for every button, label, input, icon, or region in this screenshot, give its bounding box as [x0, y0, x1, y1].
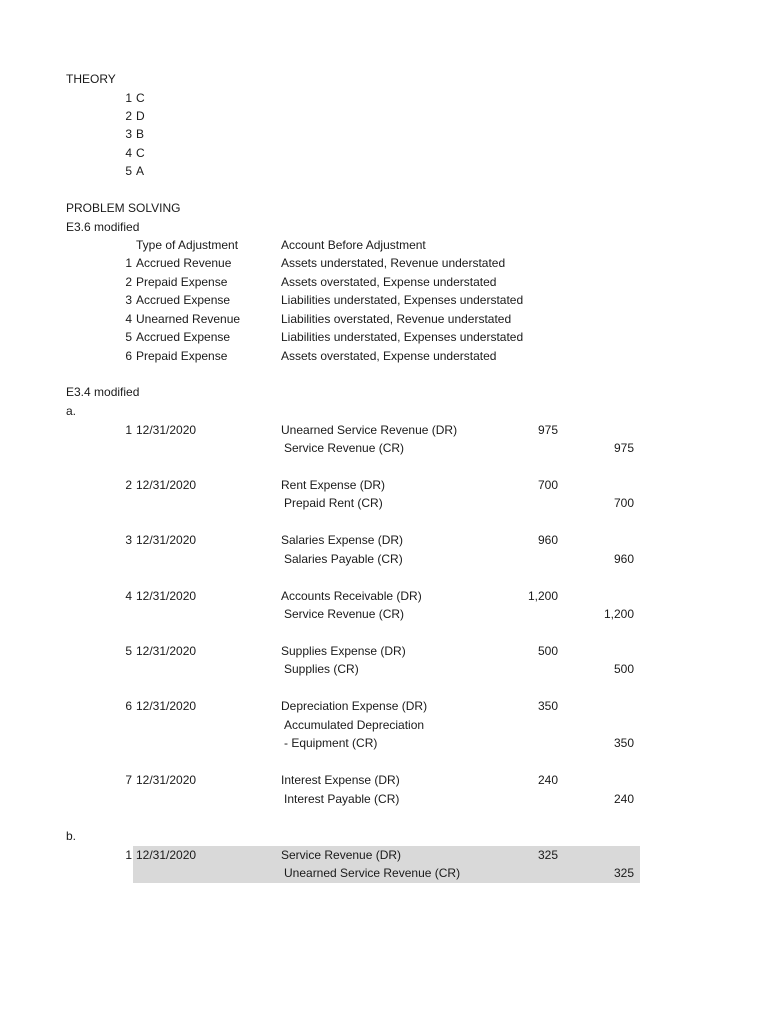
- debit-account: Accounts Receivable (DR): [281, 589, 422, 603]
- e36-row: [0, 347, 768, 365]
- debit-amount: 975: [537, 423, 558, 437]
- credit-amount: 960: [613, 552, 634, 566]
- entry-number: 6: [125, 699, 132, 713]
- e34-title-row: [0, 383, 768, 401]
- credit-account: Service Revenue (CR): [284, 441, 405, 455]
- debit-amount: 500: [537, 644, 558, 658]
- entry-number: 3: [125, 533, 132, 547]
- e36-row: [0, 273, 768, 291]
- journal-entry-credit-row: [0, 605, 768, 623]
- entry-date: 12/31/2020: [136, 848, 197, 862]
- debit-account: Interest Expense (DR): [281, 773, 400, 787]
- theory-answer-row: [0, 125, 768, 143]
- problem-solving-title-row: [0, 199, 768, 217]
- account-effect: Liabilities overstated, Revenue understated: [281, 312, 512, 326]
- adjustment-type: Unearned Revenue: [136, 312, 241, 326]
- account-effect: Assets overstated, Expense understated: [281, 349, 497, 363]
- theory-title-row: [0, 70, 768, 88]
- credit-amount: 240: [613, 792, 634, 806]
- entry-number: 7: [125, 773, 132, 787]
- account-effect: Assets understated, Revenue understated: [281, 256, 506, 270]
- journal-entry-credit-row: [0, 734, 768, 752]
- row-number: 2: [125, 275, 132, 289]
- credit-account: Prepaid Rent (CR): [284, 496, 383, 510]
- account-effect: Liabilities understated, Expenses understated: [281, 330, 524, 344]
- entry-number: 4: [125, 589, 132, 603]
- credit-amount: 350: [613, 736, 634, 750]
- journal-entry-credit-row: [0, 864, 768, 882]
- journal-entry-credit-row: [0, 439, 768, 457]
- problem-solving-title: PROBLEM SOLVING: [66, 201, 181, 215]
- adjustment-type: Accrued Expense: [136, 293, 231, 307]
- e36-header-row: [0, 236, 768, 254]
- credit-amount: 700: [613, 496, 634, 510]
- e36-row: [0, 254, 768, 272]
- entry-number: 1: [125, 423, 132, 437]
- credit-amount: 975: [613, 441, 634, 455]
- journal-entry-debit-row: [0, 587, 768, 605]
- e36-title: E3.6 modified: [66, 220, 140, 234]
- debit-amount: 350: [537, 699, 558, 713]
- journal-entry-credit-row: [0, 550, 768, 568]
- e36-row: [0, 310, 768, 328]
- adjustment-type: Prepaid Expense: [136, 275, 228, 289]
- entry-number: 5: [125, 644, 132, 658]
- entry-date: 12/31/2020: [136, 699, 197, 713]
- entry-date: 12/31/2020: [136, 533, 197, 547]
- journal-entry-debit-row: [0, 697, 768, 715]
- debit-amount: 700: [537, 478, 558, 492]
- credit-account: Unearned Service Revenue (CR): [284, 866, 461, 880]
- journal-entry-debit-row: [0, 642, 768, 660]
- answer-number: 3: [125, 127, 132, 141]
- row-number: 5: [125, 330, 132, 344]
- row-number: 4: [125, 312, 132, 326]
- row-number: 6: [125, 349, 132, 363]
- journal-entry-debit-row: [0, 846, 768, 864]
- answer-letter: D: [136, 109, 145, 123]
- journal-entry-credit-row: [0, 716, 768, 734]
- journal-entry-debit-row: [0, 531, 768, 549]
- answer-number: 2: [125, 109, 132, 123]
- credit-account-line2: - Equipment (CR): [284, 736, 378, 750]
- e34-title: E3.4 modified: [66, 385, 140, 399]
- entry-number: 1: [125, 848, 132, 862]
- credit-account: Salaries Payable (CR): [284, 552, 403, 566]
- entry-date: 12/31/2020: [136, 589, 197, 603]
- debit-account: Salaries Expense (DR): [281, 533, 404, 547]
- credit-account-line1: Accumulated Depreciation: [284, 718, 425, 732]
- adjustment-type: Accrued Revenue: [136, 256, 232, 270]
- answer-letter: C: [136, 146, 145, 160]
- journal-entry-credit-row: [0, 790, 768, 808]
- theory-title: THEORY: [66, 72, 116, 86]
- row-number: 3: [125, 293, 132, 307]
- answer-letter: B: [136, 127, 145, 141]
- journal-entry-credit-row: [0, 494, 768, 512]
- header-type-of-adjustment: Type of Adjustment: [136, 238, 239, 252]
- debit-account: Service Revenue (DR): [281, 848, 402, 862]
- entry-date: 12/31/2020: [136, 773, 197, 787]
- debit-account: Rent Expense (DR): [281, 478, 386, 492]
- part-b-label: b.: [66, 829, 77, 843]
- debit-account: Supplies Expense (DR): [281, 644, 406, 658]
- theory-answer-row: [0, 107, 768, 125]
- credit-account: Interest Payable (CR): [284, 792, 400, 806]
- debit-amount: 1,200: [527, 589, 558, 603]
- credit-amount: 1,200: [603, 607, 634, 621]
- answer-number: 1: [125, 91, 132, 105]
- theory-answer-row: [0, 89, 768, 107]
- credit-amount: 325: [613, 866, 634, 880]
- answer-letter: A: [136, 164, 145, 178]
- e36-row: [0, 328, 768, 346]
- journal-entry-credit-row: [0, 660, 768, 678]
- part-b-label-row: [0, 827, 768, 845]
- header-account-before-adjustment: Account Before Adjustment: [281, 238, 426, 252]
- journal-entry-debit-row: [0, 771, 768, 789]
- account-effect: Assets overstated, Expense understated: [281, 275, 497, 289]
- answer-number: 4: [125, 146, 132, 160]
- debit-amount: 325: [537, 848, 558, 862]
- debit-account: Depreciation Expense (DR): [281, 699, 428, 713]
- theory-answer-row: [0, 162, 768, 180]
- debit-amount: 960: [537, 533, 558, 547]
- adjustment-type: Prepaid Expense: [136, 349, 228, 363]
- part-a-label: a.: [66, 404, 77, 418]
- e36-row: [0, 291, 768, 309]
- answer-number: 5: [125, 164, 132, 178]
- part-a-label-row: [0, 402, 768, 420]
- journal-entry-debit-row: [0, 476, 768, 494]
- journal-entry-debit-row: [0, 421, 768, 439]
- credit-account: Service Revenue (CR): [284, 607, 405, 621]
- theory-answer-row: [0, 144, 768, 162]
- entry-date: 12/31/2020: [136, 423, 197, 437]
- row-number: 1: [125, 256, 132, 270]
- entry-date: 12/31/2020: [136, 478, 197, 492]
- entry-date: 12/31/2020: [136, 644, 197, 658]
- credit-amount: 500: [613, 662, 634, 676]
- entry-number: 2: [125, 478, 132, 492]
- credit-account: Supplies (CR): [284, 662, 359, 676]
- adjustment-type: Accrued Expense: [136, 330, 231, 344]
- e36-title-row: [0, 218, 768, 236]
- debit-amount: 240: [537, 773, 558, 787]
- answer-letter: C: [136, 91, 145, 105]
- debit-account: Unearned Service Revenue (DR): [281, 423, 458, 437]
- account-effect: Liabilities understated, Expenses understated: [281, 293, 524, 307]
